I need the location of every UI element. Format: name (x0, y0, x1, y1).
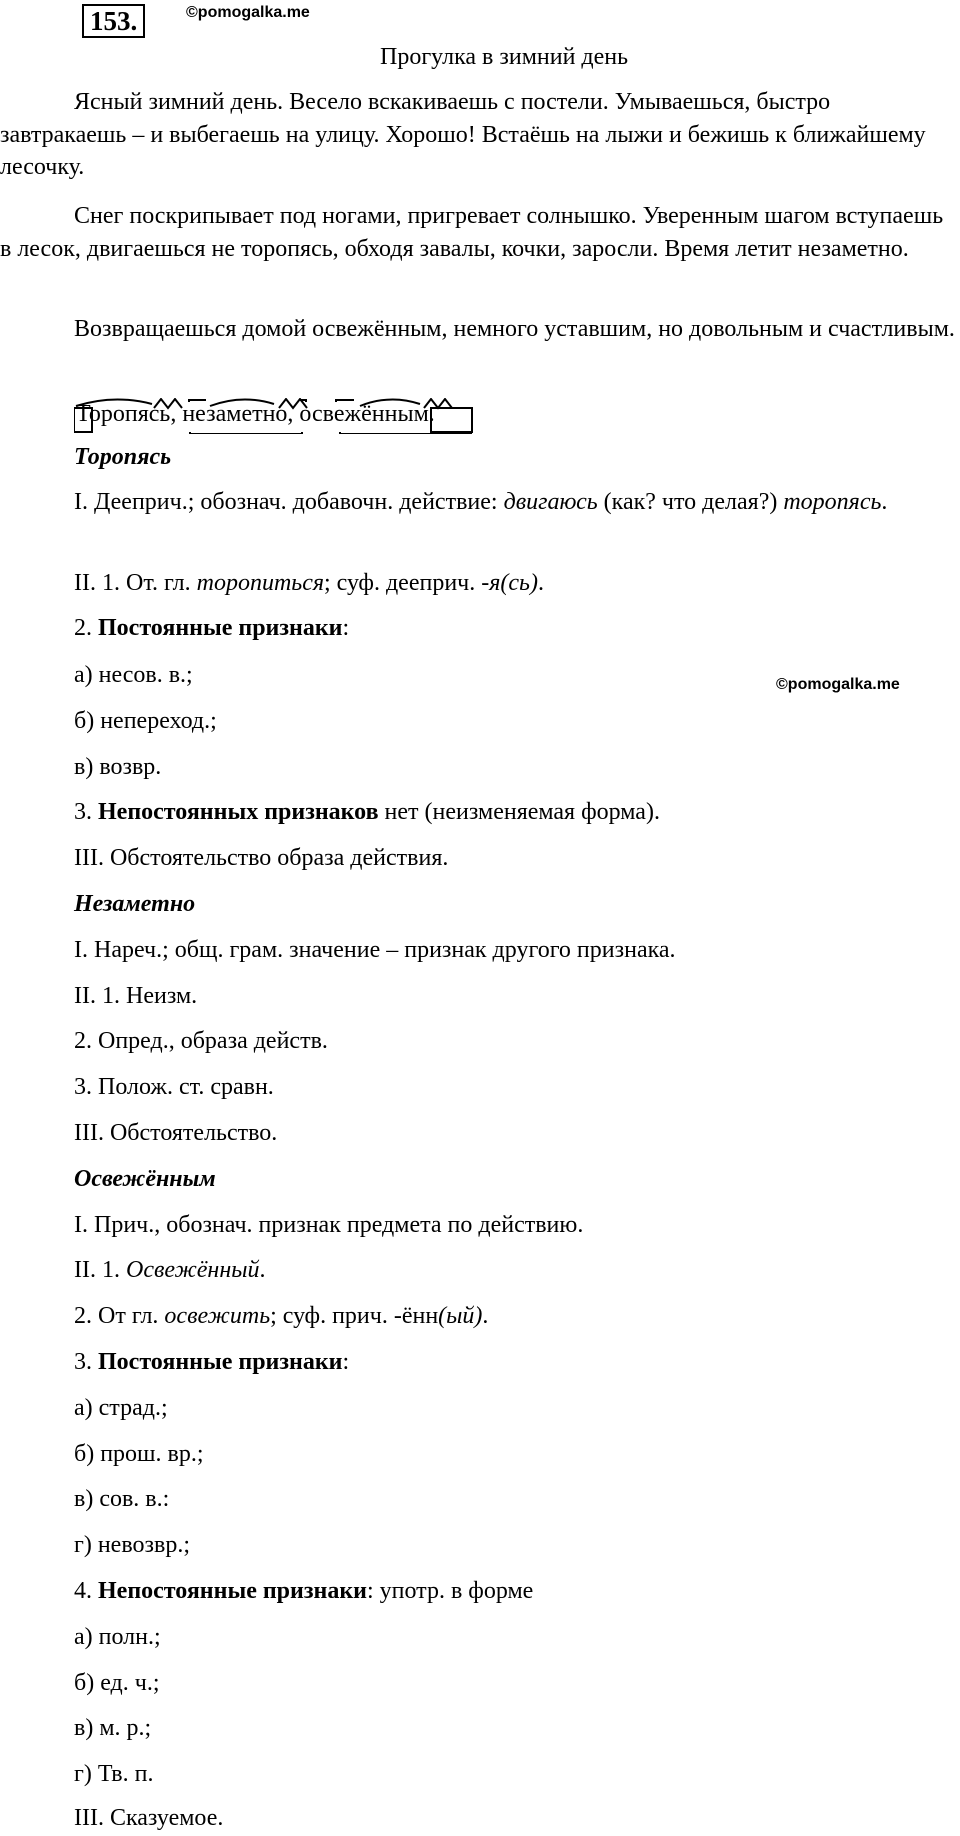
nezametno-line-3: 2. Опред., образа действ. (74, 1028, 328, 1054)
osvezhennym-line-13: г) Тв. п. (74, 1761, 154, 1787)
heading-osvezhennym: Освежённым (74, 1166, 216, 1192)
osvezhennym-line-5: а) страд.; (74, 1395, 168, 1421)
osvezhennym-line-10: а) полн.; (74, 1624, 161, 1650)
watermark: ©pomogalka.me (186, 4, 310, 21)
osvezhennym-line-7: в) сов. в.: (74, 1486, 170, 1512)
osvezhennym-line-6: б) прош. вр.; (74, 1441, 204, 1467)
osvezhennym-line-9: 4. Непостоянные признаки: употр. в форме (74, 1578, 534, 1604)
osvezhennym-line-3: 2. От гл. освежить; суф. прич. -ённ(ый). (74, 1303, 489, 1329)
toropyas-line-6: в) возвр. (74, 754, 162, 780)
toropyas-line-5: б) непереход.; (74, 708, 217, 734)
paragraph-3: Возвращаешься домой освежённым, немного уставшим, но довольным и счастливым. (74, 316, 955, 342)
osvezhennym-line-1: I. Прич., обознач. признак предмета по действию. (74, 1212, 584, 1238)
toropyas-line-3: 2. Постоянные признаки: (74, 615, 350, 641)
toropyas-line-8: III. Обстоятельство образа действия. (74, 845, 449, 871)
heading-toropyas: Торопясь (74, 444, 172, 470)
toropyas-line-4: а) несов. в.; (74, 662, 193, 688)
osvezhennym-line-12: в) м. р.; (74, 1715, 152, 1741)
watermark-2: ©pomogalka.me (776, 676, 900, 693)
heading-nezametno: Незаметно (74, 891, 196, 917)
toropyas-line-7: 3. Непостоянных признаков нет (неизменяемая форма). (74, 799, 660, 825)
analysis-words: Торопясь, незаметно, освежённым. (76, 401, 435, 427)
toropyas-line-1: I. Дееприч.; обознач. добавочн. действие: двигаюсь (как? что делая?) торопясь. (74, 489, 888, 515)
nezametno-line-4: 3. Полож. ст. сравн. (74, 1074, 274, 1100)
nezametno-line-2: II. 1. Неизм. (74, 983, 198, 1009)
osvezhennym-line-11: б) ед. ч.; (74, 1670, 160, 1696)
nezametno-line-5: III. Обстоятельство. (74, 1120, 278, 1146)
exercise-number: 153. (82, 4, 145, 38)
osvezhennym-line-14: III. Сказуемое. (74, 1805, 224, 1831)
osvezhennym-line-2: II. 1. Освежённый. (74, 1257, 266, 1283)
paragraph-2: Снег поскрипывает под ногами, пригревает солнышко. Уверенным шагом вступаешь в лесок, двигаешься не торопясь, обходя завалы, кочки, заросли. Время летит незаметно. (0, 203, 944, 262)
osvezhennym-line-4: 3. Постоянные признаки: (74, 1349, 350, 1375)
nezametno-line-1: I. Нареч.; общ. грам. значение – признак другого признака. (74, 937, 676, 963)
paragraph-1: Ясный зимний день. Весело вскакиваешь с постели. Умываешься, быстро завтракаешь – и выбегаешь на улицу. Хорошо! Встаёшь на лыжи и бежишь к ближайшему лесочку. (0, 89, 926, 180)
toropyas-line-2: II. 1. От. гл. торопиться; суф. деeприч. -я(сь). (74, 570, 544, 596)
osvezhennym-line-8: г) невозвр.; (74, 1532, 190, 1558)
text-title: Прогулка в зимний день (380, 44, 629, 70)
